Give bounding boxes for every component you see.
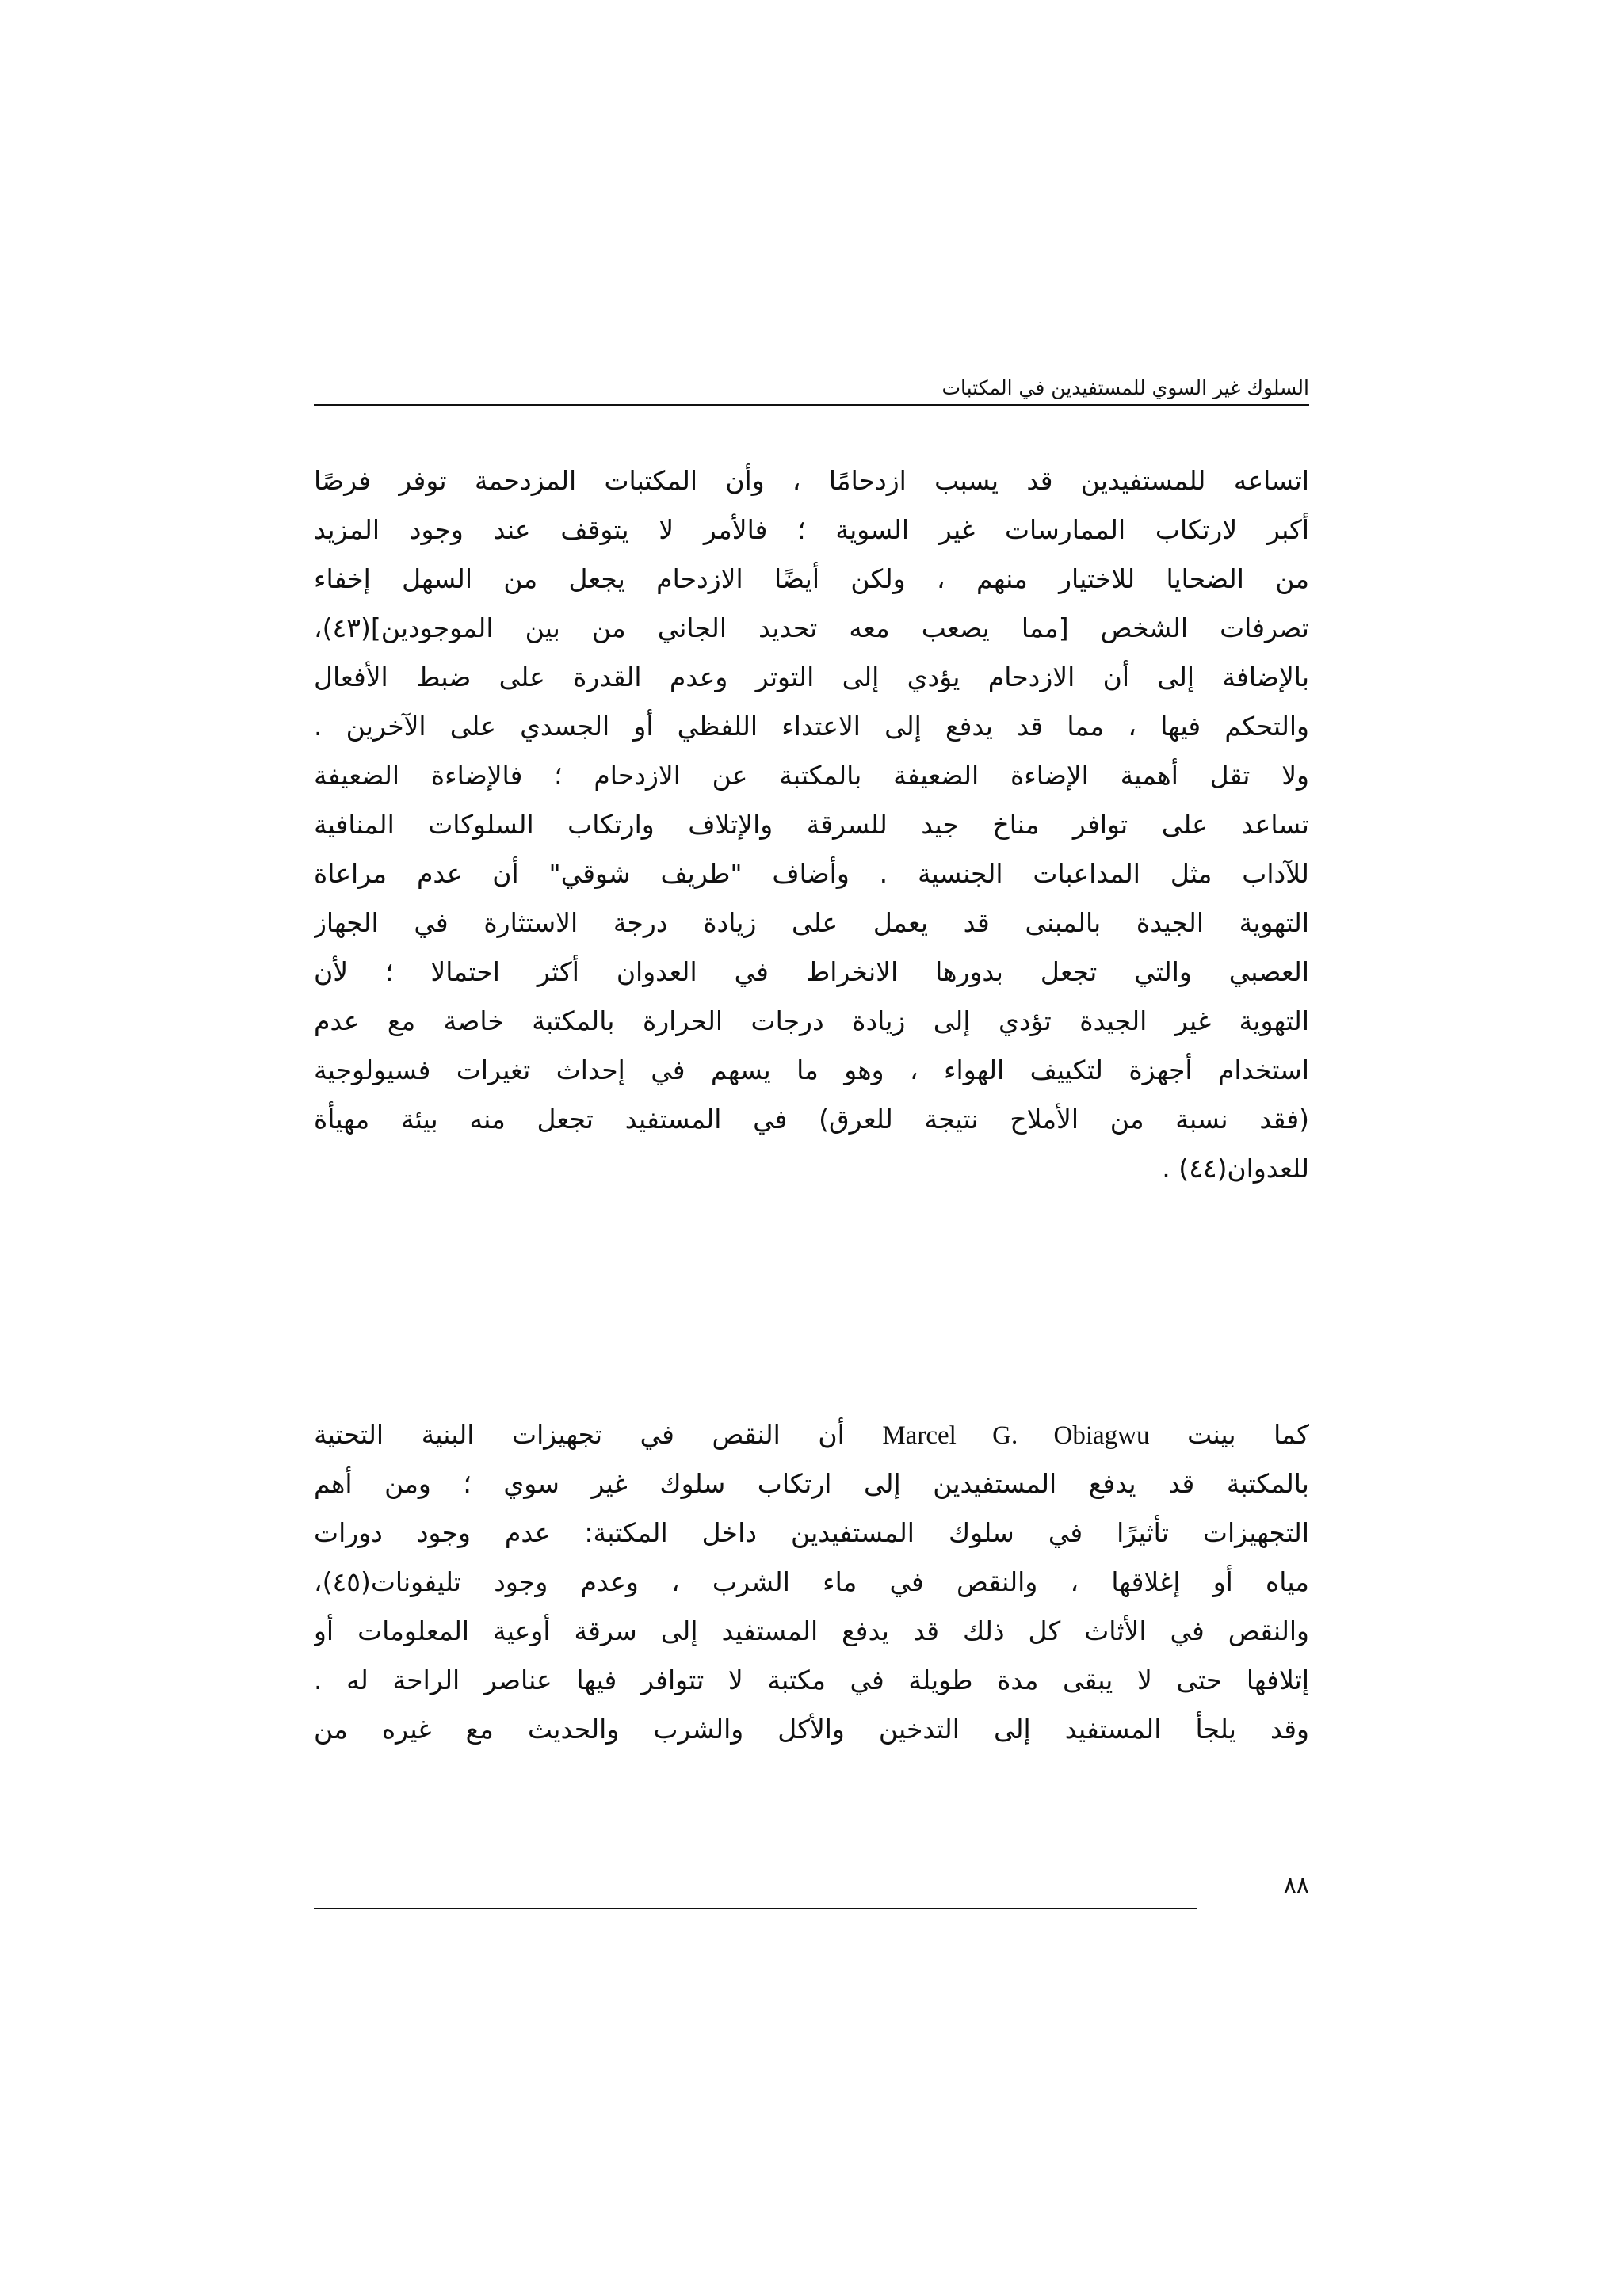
text-line: تصرفات الشخص [مما يصعب معه تحديد الجاني من بين الموجودين](٤٣)، [314, 612, 1309, 643]
page-footer [314, 1870, 1309, 1917]
text-line: التهوية غير الجيدة تؤدي إلى زيادة درجات الحرارة بالمكتبة خاصة مع عدم [314, 1005, 1309, 1036]
text-line: تساعد على توافر مناخ جيد للسرقة والإتلاف وارتكاب السلوكات المنافية [314, 809, 1309, 840]
text-line: التهوية الجيدة بالمبنى قد يعمل على زيادة درجة الاستثارة في الجهاز [314, 907, 1309, 938]
text-line: من الضحايا للاختيار منهم ، ولكن أيضًا الازدحام يجعل من السهل إخفاء [314, 563, 1309, 594]
text-line: ولا تقل أهمية الإضاءة الضعيفة بالمكتبة عن الازدحام ؛ فالإضاءة الضعيفة [314, 760, 1309, 791]
running-header-title: السلوك غير السوي للمستفيدين في المكتبات [941, 376, 1309, 399]
text-line: للعدوان(٤٤) . [1162, 1153, 1309, 1184]
line-text-before-name: كما بينت [1187, 1419, 1309, 1450]
text-line: بالإضافة إلى أن الازدحام يؤدي إلى التوتر وعدم القدرة على ضبط الأفعال [314, 662, 1309, 692]
paragraph-2 [314, 1410, 1309, 1754]
author-name: Marcel G. Obiagwu [882, 1421, 1150, 1450]
header-rule [314, 404, 1309, 406]
text-line: أكبر لارتكاب الممارسات غير السوية ؛ فالأمر لا يتوقف عند وجود المزيد [314, 514, 1309, 545]
text-line: إتلافها حتى لا يبقى مدة طويلة في مكتبة لا تتوافر فيها عناصر الراحة له . [314, 1665, 1309, 1695]
text-line: اتساعه للمستفيدين قد يسبب ازدحامًا ، وأن المكتبات المزدحمة توفر فرصًا [314, 465, 1309, 496]
running-header [314, 372, 1309, 412]
text-line: والنقص في الأثاث كل ذلك قد يدفع المستفيد إلى سرقة أوعية المعلومات أو [314, 1615, 1309, 1646]
text-line: بالمكتبة قد يدفع المستفيدين إلى ارتكاب سلوك غير سوي ؛ ومن أهم [314, 1468, 1309, 1499]
text-line: (فقد نسبة من الأملاح نتيجة للعرق) في المستفيد تجعل منه بيئة مهيأة [314, 1104, 1309, 1135]
text-line-with-citation [314, 1410, 1309, 1459]
text-line: وقد يلجأ المستفيد إلى التدخين والأكل والشرب والحديث مع غيره من [314, 1714, 1309, 1745]
text-line: التجهيزات تأثيرًا في سلوك المستفيدين داخل المكتبة: عدم وجود دورات [314, 1517, 1309, 1548]
page-number: ٨٨ [1283, 1871, 1309, 1899]
text-line: والتحكم فيها ، مما قد يدفع إلى الاعتداء اللفظي أو الجسدي على الآخرين . [314, 711, 1309, 742]
text-line: استخدام أجهزة لتكييف الهواء ، وهو ما يسهم في إحداث تغيرات فسيولوجية [314, 1055, 1309, 1085]
text-line: مياه أو إغلاقها ، والنقص في ماء الشرب ، وعدم وجود تليفونات(٤٥)، [314, 1566, 1309, 1597]
line-text-after-name: أن النقص في تجهيزات البنية التحتية [314, 1419, 845, 1450]
footer-rule [314, 1908, 1197, 1909]
text-line: العصبي والتي تجعل بدورها الانخراط في العدوان أكثر احتمالا ؛ لأن [314, 956, 1309, 987]
paragraph-1 [314, 456, 1309, 1193]
text-line: للآداب مثل المداعبات الجنسية . وأضاف "طريف شوقي" أن عدم مراعاة [314, 858, 1309, 889]
